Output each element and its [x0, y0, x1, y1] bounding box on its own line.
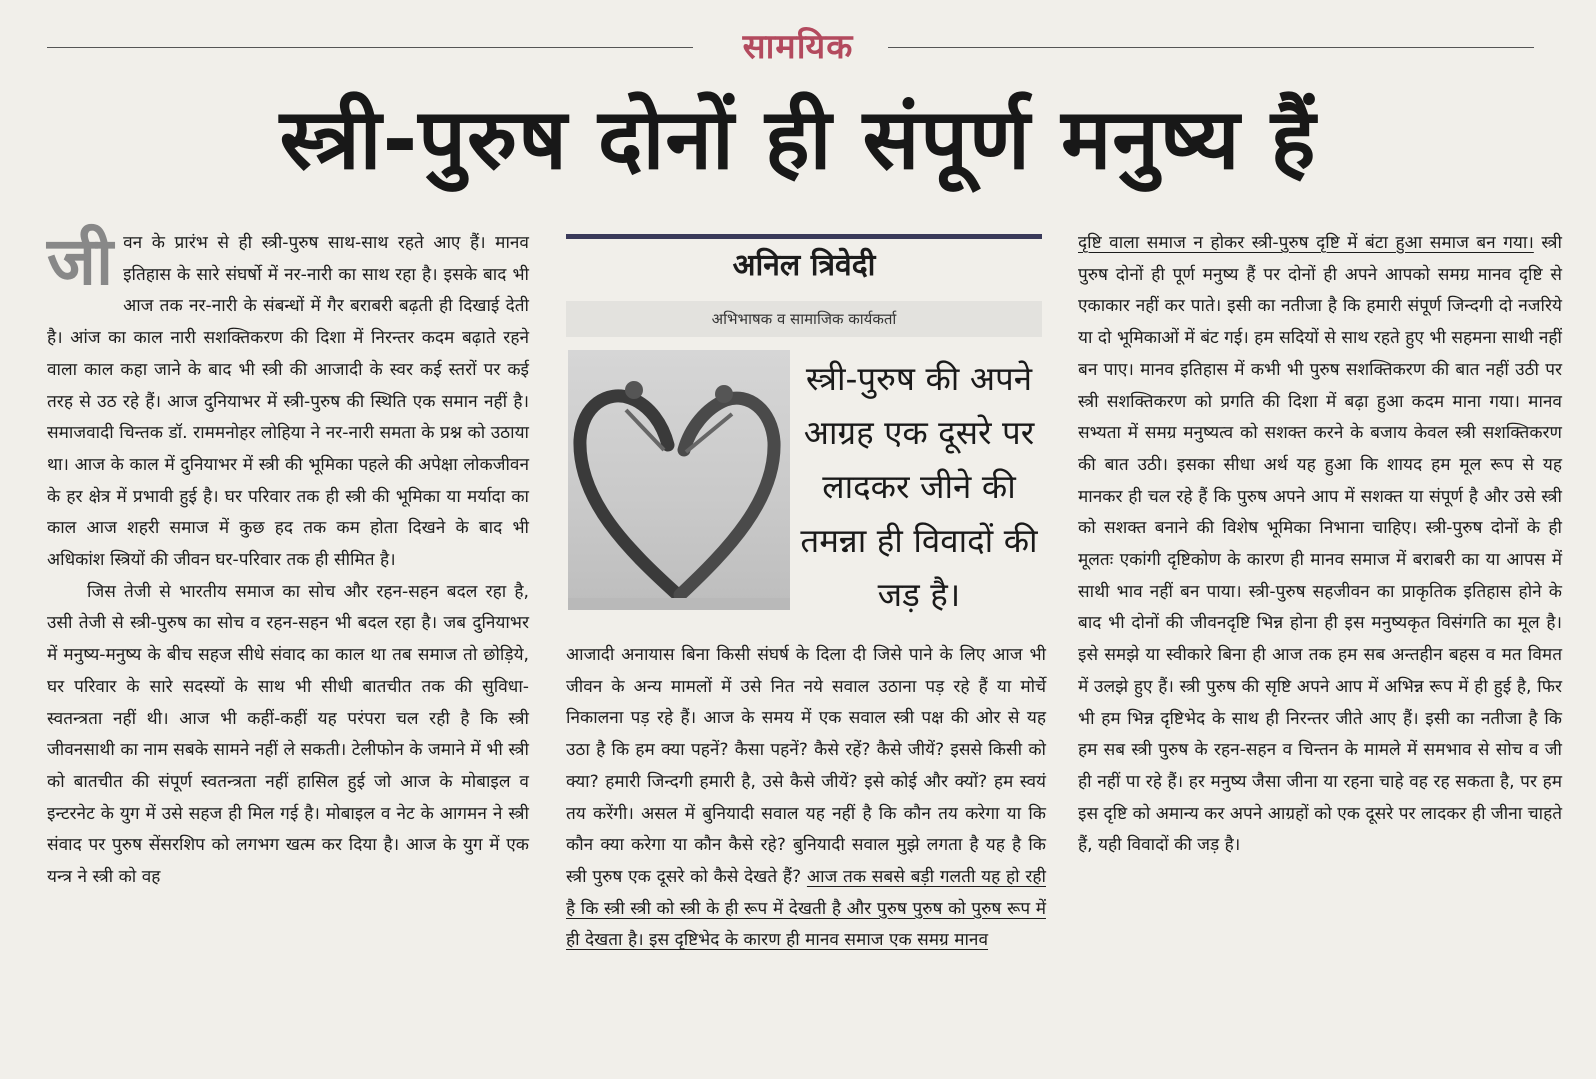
header-rule-left: [47, 47, 693, 48]
section-label: सामयिक: [742, 27, 854, 67]
column1-paragraph-2: जिस तेजी से भारतीय समाज का सोच और रहन-सहन बदल रहा है, उसी तेजी से स्त्री-पुरुष का सोच व रहन-सहन भी बदल रहा है। जब दुनियाभर में मनुष्य-मनुष्य के बीच सहज सीधे संवाद का काल था तब समाज तो छोड़िये, घर परिवार के सारे सदस्यों के साथ भी सीधी बातचीत तक की सुविधा-स्वतन्त्रता नहीं थी। आज भी कहीं-कहीं यह परंपरा चल रही है कि स्त्री जीवनसाथी का नाम सबके सामने नहीं ले सकती। टेलीफोन के जमाने में भी स्त्री को बातचीत की संपूर्ण स्वतन्त्रता नहीं हासिल हुई जो आज के मोबाइल व इन्टरनेट के युग में उसे सहज ही मिल गई है। मोबाइल व नेट के आगमन ने स्त्री संवाद पर पुरुष सेंसरशिप को लगभग खत्म कर दिया है। आज के युग में एक यन्त्र ने स्त्री को वह: [47, 581, 529, 888]
article-column-2: [566, 640, 1046, 957]
drop-cap: जी: [47, 222, 114, 300]
heart-dancers-icon: [568, 350, 790, 610]
author-name: अनिल त्रिवेदी: [732, 248, 876, 283]
article-column-1: [47, 222, 529, 894]
headline: स्त्री-पुरुष दोनों ही संपूर्ण मनुष्य हैं: [279, 90, 1317, 188]
byline-rule: [566, 234, 1042, 239]
heart-dancers-photo: [568, 350, 790, 610]
article-column-3: [1078, 228, 1562, 862]
column3-text: स्त्री पुरुष दोनों ही पूर्ण मनुष्य हैं पर दोनों ही अपने आपको समग्र मानव दृष्टि से एकाकार नहीं कर पाते। इसी का नतीजा है कि हमारी संपूर्ण जिन्दगी दो नजरिये या दो भूमिकाओं में बंट गई। हम सदियों से साथ रहते हुए भी सहमना साथी नहीं बन पाए। मानव इतिहास में कभी भी पुरुष सशक्तिकरण की बात नहीं उठी पर स्त्री सशक्तिकरण को प्रगति की दिशा में बढ़ा हुआ कदम माना गया। मानव सभ्यता में समग्र मनुष्यत्व को सशक्त करने के बजाय केवल स्त्री सशक्तिकरण की बात उठी। इसका सीधा अर्थ यह हुआ कि शायद हम मूल रूप से यह मानकर ही चल रहे हैं कि पुरुष अपने आप में सशक्त या संपूर्ण है और उसे स्त्री को सशक्त बनाने की विशेष भूमिका निभाना चाहिए। स्त्री-पुरुष दोनों के ही मूलतः एकांगी दृष्टिकोण के कारण ही मानव समाज में बराबरी का या आपस में साथी भाव नहीं बन पाया। स्त्री-पुरुष सहजीवन का प्राकृतिक इतिहास होने के बाद भी दोनों की जीवनदृष्टि भिन्न होना ही इस मनुष्यकृत विसंगति का मूल है। इसे समझे या स्वीकारे बिना ही आज तक हम सब अन्तहीन बहस व मत विमत में उलझे हुए हैं। स्त्री पुरुष की सृष्टि अपने आप में अभिन्न रूप में ही हुई है, फिर भी हम भिन्न दृष्टिभेद के साथ ही निरन्तर जीते आए हैं। इसी का नतीजा है कि हम सब स्त्री पुरुष के रहन-सहन व चिन्तन के मामले में समभाव से सोच व जी ही नहीं पा रहे हैं। हर मनुष्य जैसा जीना या रहना चाहे वह रह सकता है, पर हम इस दृष्टि को अमान्य कर अपने आग्रहों को एक दूसरे पर लादकर ही जीना चाहते हैं, यही विवादों की जड़ है।: [1078, 233, 1562, 856]
column3-underlined-text: दृष्टि वाला समाज न होकर स्त्री-पुरुष दृष्टि में बंटा हुआ समाज बन गया।: [1078, 233, 1534, 253]
column2-text: आजादी अनायास बिना किसी संघर्ष के दिला दी जिसे पाने के लिए आज भी जीवन के अन्य मामलों में उसे नित नये सवाल उठाना पड़ रहे हैं या मोर्चे निकालना पड़ रहे हैं। आज के समय में एक सवाल स्त्री पक्ष की ओर से यह उठा है कि हम क्या पहनें? कैसा पहनें? कैसे रहें? कैसे जीयें? इससे किसी को क्या? हमारी जिन्दगी हमारी है, उसे कैसे जीयें? इसे कोई और क्यों? हम स्वयं तय करेंगी। असल में बुनियादी सवाल यह नहीं है कि कौन तय करेगा या कि कौन क्या करेगा या कौन कैसे रहे? बुनियादी सवाल मुझे लगता है यह है कि स्त्री पुरुष एक दूसरे को कैसे देखते हैं?: [566, 645, 1046, 887]
author-designation: अभिभाषक व सामाजिक कार्यकर्ता: [711, 310, 897, 328]
column1-paragraph-1: वन के प्रारंभ से ही स्त्री-पुरुष साथ-साथ रहते आए हैं। मानव इतिहास के सारे संघर्षो में नर-नारी का साथ रहा है। इसके बाद भी आज तक नर-नारी के संबन्धों में गैर बराबरी बढ़ती ही दिखाई देती है। आंज का काल नारी सशक्तिकरण की दिशा में निरन्तर कदम बढ़ाते रहने वाला काल कहा जाने के बाद भी स्त्री की आजादी के स्वर कई स्तरों पर कई तरह से उठ रहे हैं। आज दुनियाभर में स्त्री-पुरुष की स्थिति एक समान नहीं है। समाजवादी चिन्तक डॉ. राममनोहर लोहिया ने नर-नारी समता के प्रश्न को उठाया था। आज के काल में दुनियाभर में स्त्री की भूमिका पहले की अपेक्षा लोकजीवन के हर क्षेत्र में प्रभावी हुई है। घर परिवार तक ही स्त्री की भूमिका या मर्यादा का काल आज शहरी समाज में कुछ हद तक कम होता दिखने के बाद भी अधिकांश स्त्रियों की जीवन घर-परिवार तक ही सीमित है।: [47, 233, 529, 571]
pull-quote: स्त्री-पुरुष की अपने आग्रह एक दूसरे पर लादकर जीने की तमन्ना ही विवादों की जड़ है।: [800, 359, 1038, 614]
header-rule-right: [888, 47, 1534, 48]
column2-underlined-text: आज तक सबसे बड़ी गलती यह हो रही है कि स्त्री स्त्री को स्त्री के ही रूप में देखती है और पुरुष पुरुष को पुरुष रूप में ही देखता है। इस दृष्टिभेद के कारण ही मानव समाज एक समग्र मानव: [566, 866, 1046, 951]
